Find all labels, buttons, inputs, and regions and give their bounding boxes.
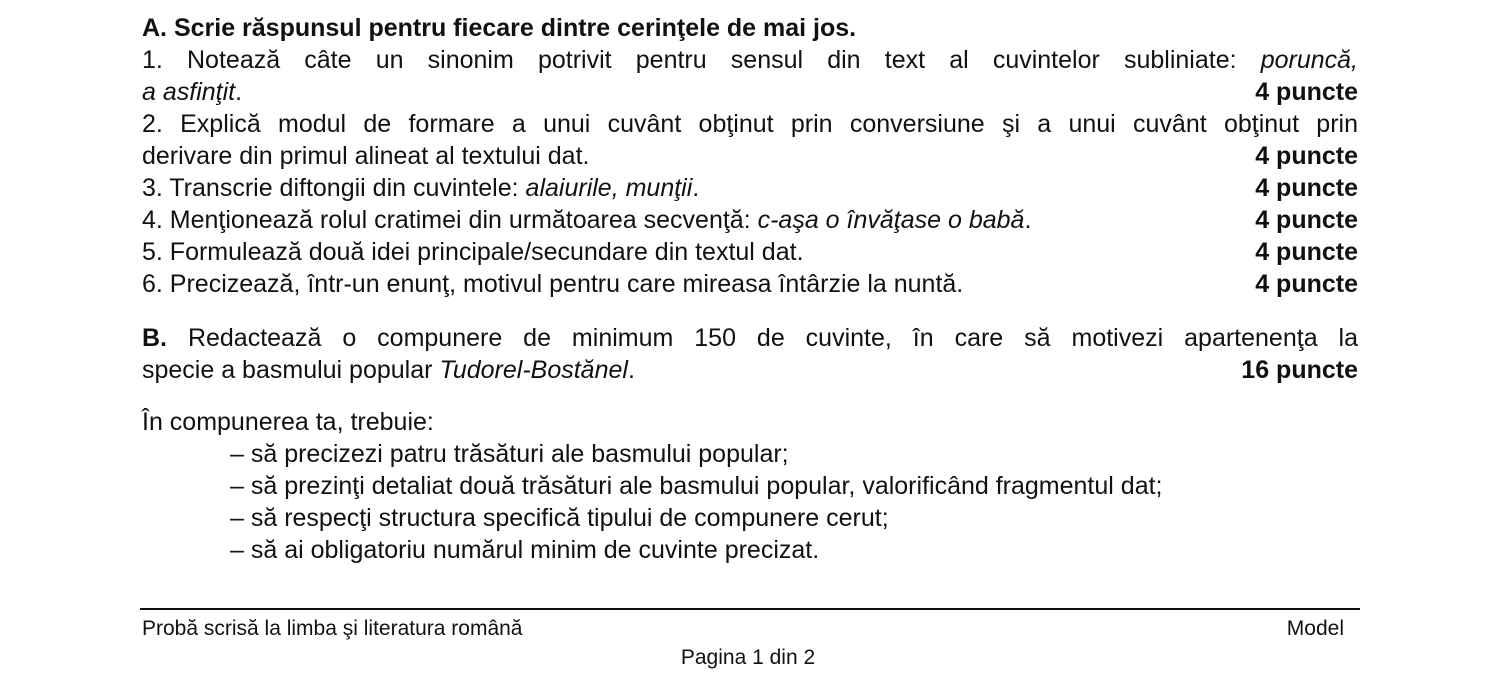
item-3 xyxy=(142,172,1358,204)
section-b-line-1 xyxy=(142,322,1358,354)
item-4-sequence: c-aşa o învăţase o babă xyxy=(757,206,1025,234)
item-6 xyxy=(142,268,1358,300)
footer-exam-title: Probă scrisă la limba şi literatura română xyxy=(142,617,523,640)
exam-page xyxy=(142,12,1358,566)
item-4 xyxy=(142,204,1358,236)
item-4-punct: . xyxy=(1024,206,1032,234)
item-5-points: 4 puncte xyxy=(1255,238,1358,266)
section-b-line-2 xyxy=(142,354,1358,386)
requirements-intro: În compunerea ta, trebuie: xyxy=(142,408,434,436)
section-b-punct: . xyxy=(627,356,635,384)
item-3-punct: . xyxy=(692,174,700,202)
item-1-word-1: poruncă, xyxy=(1260,46,1358,74)
item-1-text: 1. Notează câte un sinonim potrivit pentru sensul din text al cuvintelor subliniate: xyxy=(142,46,1261,74)
footer-page-number: Pagina 1 din 2 xyxy=(680,646,816,669)
section-b-label: B. xyxy=(142,324,167,352)
item-2-text-2: derivare din primul alineat al textului dat. xyxy=(142,142,590,170)
item-2-line-1 xyxy=(142,108,1358,140)
requirement-2: – să prezinţi detaliat două trăsături ale basmului popular, valorificând fragmentul dat; xyxy=(230,472,1163,500)
section-b-points: 16 puncte xyxy=(1241,356,1358,384)
item-1-line-2 xyxy=(142,76,1358,108)
requirement-3: – să respecţi structura specifică tipului de compunere cerut; xyxy=(230,504,889,532)
item-5 xyxy=(142,236,1358,268)
section-b-title: Tudorel-Bostănel xyxy=(439,356,628,384)
item-2-text-1: 2. Explică modul de formare a unui cuvânt obţinut prin conversiune şi a unui cuvânt obţinut prin xyxy=(142,110,1358,138)
item-6-points: 4 puncte xyxy=(1255,270,1358,298)
item-3-words: alaiurile, munţii xyxy=(525,174,693,202)
section-b-text-2: specie a basmului popular xyxy=(142,356,440,384)
item-2-points: 4 puncte xyxy=(1255,142,1358,170)
footer-model-label: Model xyxy=(1286,617,1344,640)
item-1-punct: . xyxy=(235,78,243,106)
section-b-text-1: Redactează o compunere de minimum 150 de cuvinte, în care să motivezi apartenenţa la xyxy=(167,324,1358,352)
item-5-text: 5. Formulează două idei principale/secundare din textul dat. xyxy=(142,238,804,266)
item-2-line-2 xyxy=(142,140,1358,172)
footer-divider xyxy=(140,608,1360,610)
item-4-points: 4 puncte xyxy=(1255,206,1358,234)
item-1-points: 4 puncte xyxy=(1255,78,1358,106)
section-a-heading: A. Scrie răspunsul pentru fiecare dintre cerinţele de mai jos. xyxy=(142,14,857,42)
item-1-word-2: a asfinţit xyxy=(142,78,236,106)
item-4-text: 4. Menţionează rolul cratimei din următoarea secvenţă: xyxy=(142,206,758,234)
item-1-line-1 xyxy=(142,44,1358,76)
item-3-points: 4 puncte xyxy=(1255,174,1358,202)
requirements-list xyxy=(142,438,1358,566)
item-3-text: 3. Transcrie diftongii din cuvintele: xyxy=(142,174,526,202)
requirement-4: – să ai obligatoriu numărul minim de cuvinte precizat. xyxy=(230,536,820,564)
item-6-text: 6. Precizează, într-un enunţ, motivul pentru care mireasa întârzie la nuntă. xyxy=(142,270,964,298)
requirement-1: – să precizezi patru trăsături ale basmului popular; xyxy=(230,440,789,468)
